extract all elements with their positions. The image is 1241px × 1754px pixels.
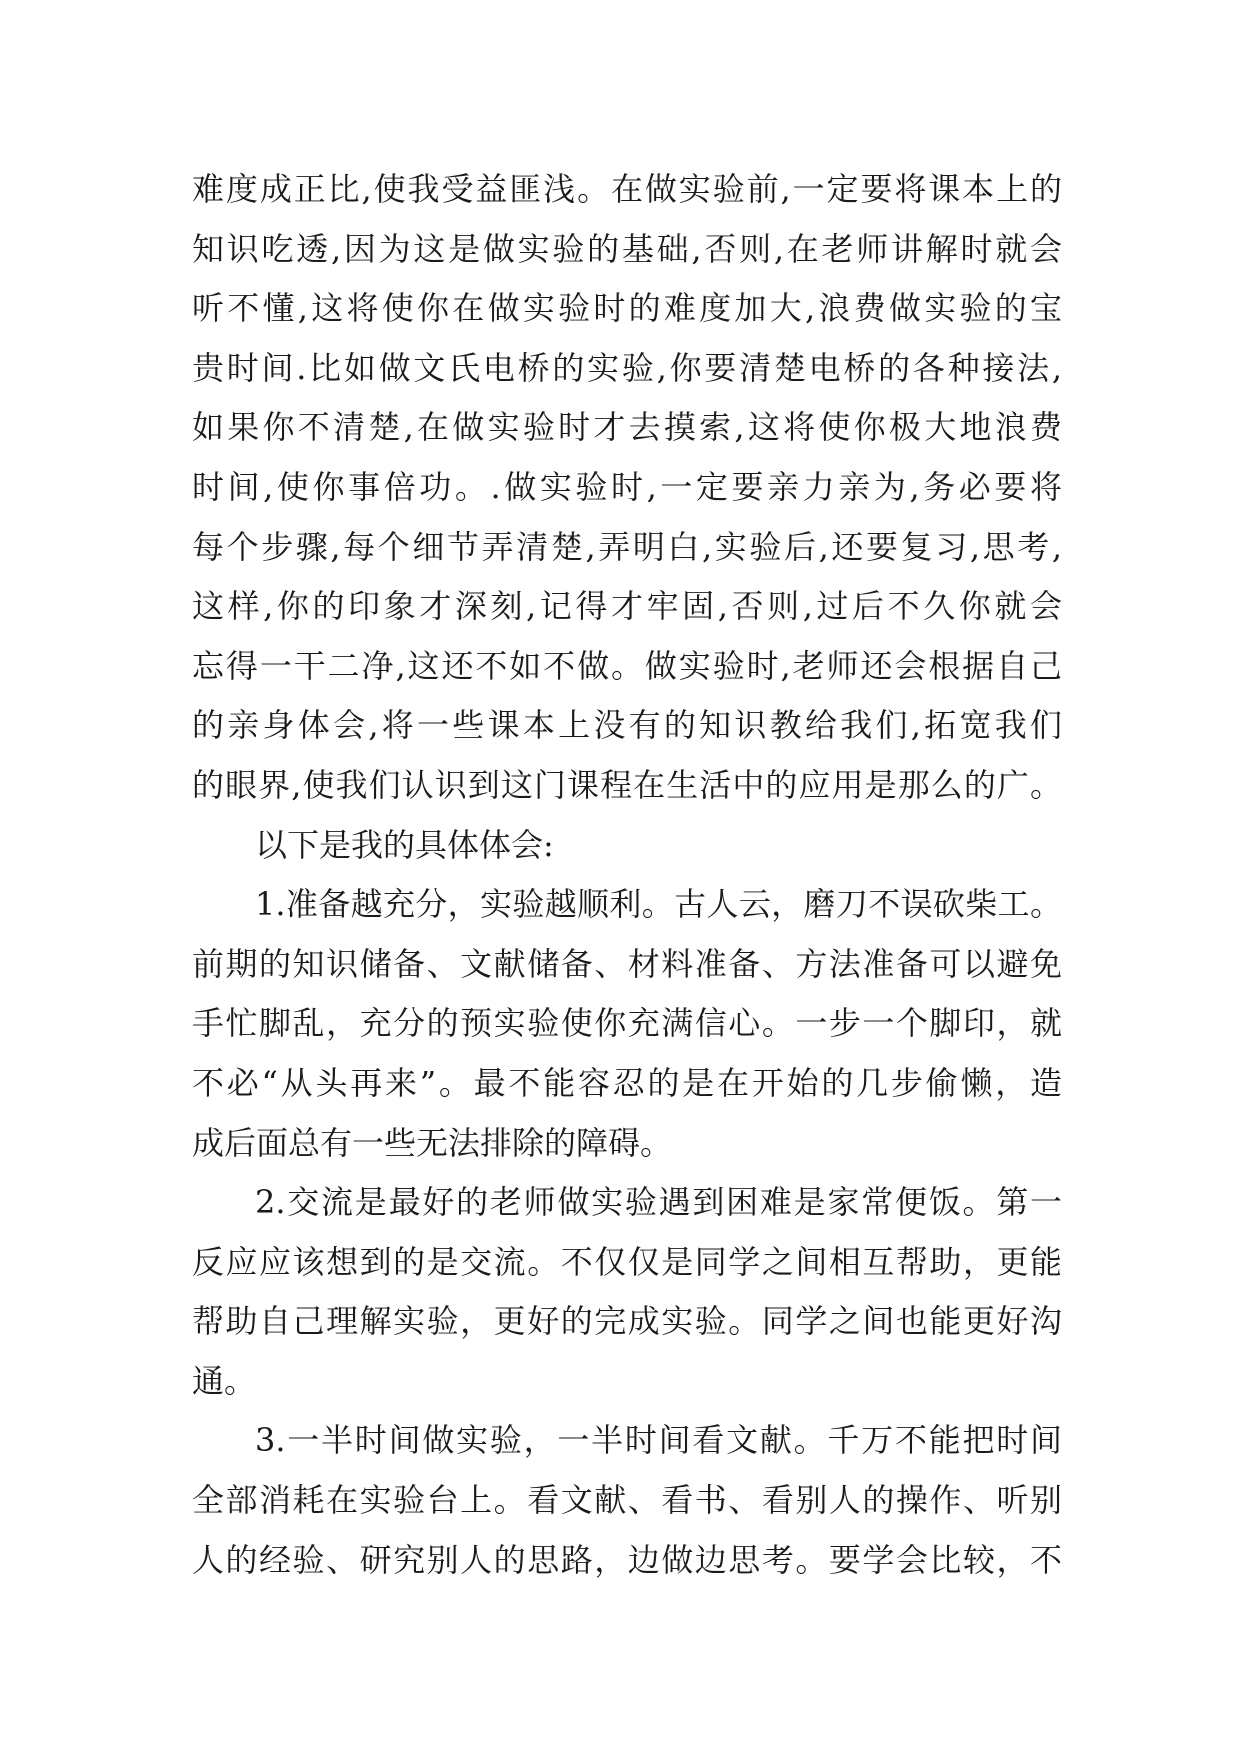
text-line: 这样,你的印象才深刻,记得才牢固,否则,过后不久你就会 [192, 587, 1062, 626]
text-line: 反应应该想到的是交流。不仅仅是同学之间相互帮助，更能 [192, 1242, 1062, 1281]
list-item-2-start: 2.交流是最好的老师做实验遇到困难是家常便饭。第一 [255, 1183, 1062, 1222]
text-line: 的亲身体会,将一些课本上没有的知识教给我们,拓宽我们 [192, 706, 1062, 745]
text-line: 手忙脚乱，充分的预实验使你充满信心。一步一个脚印，就 [192, 1004, 1062, 1043]
list-item-3-start: 3.一半时间做实验，一半时间看文献。千万不能把时间 [255, 1421, 1062, 1460]
text-line: 成后面总有一些无法排除的障碍。 [192, 1123, 673, 1162]
text-line: 每个步骤,每个细节弄清楚,弄明白,实验后,还要复习,思考, [192, 527, 1062, 566]
text-line: 难度成正比,使我受益匪浅。在做实验前,一定要将课本上的 [192, 170, 1062, 208]
text-line: 全部消耗在实验台上。看文献、看书、看别人的操作、听别 [192, 1481, 1062, 1520]
text-line: 的眼界,使我们认识到这门课程在生活中的应用是那么的广。 [192, 765, 1062, 804]
text-line: 贵时间.比如做文氏电桥的实验,你要清楚电桥的各种接法, [192, 348, 1062, 387]
section-intro: 以下是我的具体体会: [255, 825, 554, 864]
text-line: 听不懂,这将使你在做实验时的难度加大,浪费做实验的宝 [192, 289, 1062, 328]
text-line: 不必“从头再来”。最不能容忍的是在开始的几步偷懒，造 [192, 1063, 1062, 1102]
text-line: 通。 [192, 1361, 257, 1400]
text-line: 时间,使你事倍功。.做实验时,一定要亲力亲为,务必要将 [192, 467, 1062, 506]
text-line: 知识吃透,因为这是做实验的基础,否则,在老师讲解时就会 [192, 229, 1062, 268]
text-line: 帮助自己理解实验，更好的完成实验。同学之间也能更好沟 [192, 1302, 1062, 1341]
body-text [192, 160, 1062, 1590]
text-line: 人的经验、研究别人的思路，边做边思考。要学会比较，不 [192, 1540, 1062, 1579]
text-line: 忘得一干二净,这还不如不做。做实验时,老师还会根据自己 [192, 646, 1062, 685]
text-line: 如果你不清楚,在做实验时才去摸索,这将使你极大地浪费 [192, 408, 1062, 447]
text-line: 前期的知识储备、文献储备、材料准备、方法准备可以避免 [192, 944, 1062, 983]
list-item-1-start: 1.准备越充分，实验越顺利。古人云，磨刀不误砍柴工。 [255, 885, 1062, 924]
